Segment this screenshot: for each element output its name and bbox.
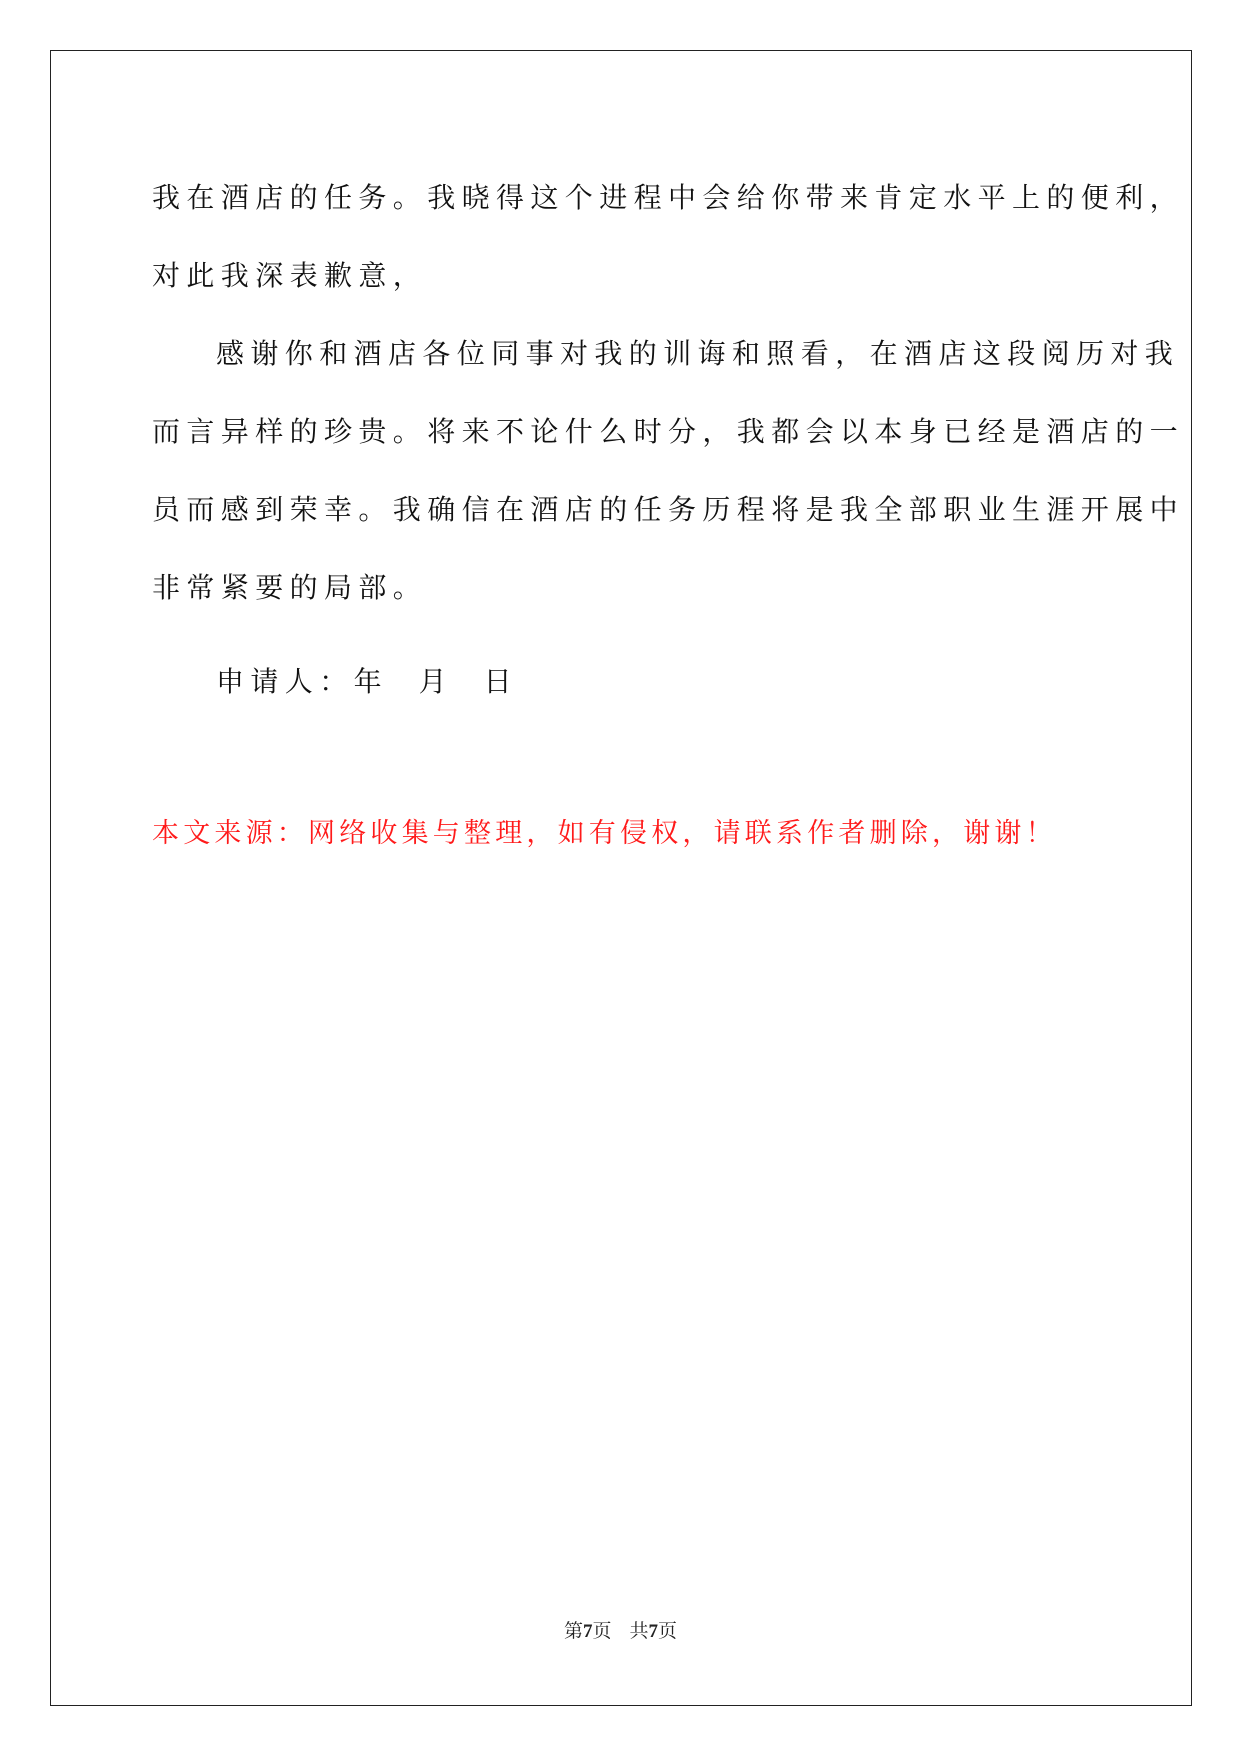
paragraph-2-line-2: 而言异样的珍贵。将来不论什么时分，我都会以本身已经是酒店的一 — [152, 415, 1185, 448]
total-prefix: 共 — [629, 1621, 649, 1642]
paragraph-1 — [152, 170, 1185, 303]
paragraph-2-line-3: 员而感到荣幸。我确信在酒店的任务历程将是我全部职业生涯开展中 — [152, 493, 1185, 526]
total-page-number: 7 — [648, 1621, 659, 1642]
paragraph-2 — [152, 326, 1185, 615]
paragraph-2-line-4: 非常紧要的局部。 — [152, 571, 428, 604]
paragraph-1-line-1: 我在酒店的任务。我晓得这个进程中会给你带来肯定水平上的便利， — [152, 181, 1185, 214]
total-unit: 页 — [658, 1621, 678, 1642]
current-page-number: 7 — [582, 1621, 593, 1642]
paragraph-1-line-2: 对此我深表歉意， — [152, 259, 428, 292]
signature-line: 申请人：年 月 日 — [216, 665, 519, 698]
page-unit: 页 — [592, 1621, 612, 1642]
page-footer — [0, 1619, 1241, 1645]
letter-body — [152, 170, 1185, 638]
paragraph-2-line-1: 感谢你和酒店各位同事对我的训诲和照看，在酒店这段阅历对我 — [216, 337, 1180, 370]
source-note: 本文来源：网络收集与整理，如有侵权，请联系作者删除，谢谢！ — [152, 818, 1057, 849]
page-prefix: 第 — [563, 1621, 583, 1642]
